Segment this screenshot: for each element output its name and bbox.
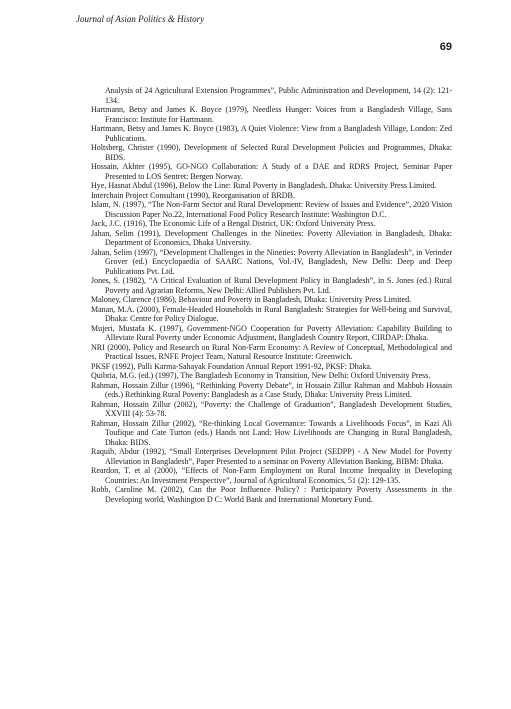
reference-entry: Mujeri, Mustafa K. (1997), Government-NGO Cooperation for Poverty Alleviation: Capability Building to Alleviate Rural Poverty under Economic Adjustment, Bangladesh Country Report, CIRDAP: Dhaka. — [91, 323, 452, 342]
reference-entry: Robb, Caroline M. (2002), Can the Poor Influence Policy? : Participatory Poverty Assessments in the Developing world, Washington D C: World Bank and International Monetary Fund. — [91, 485, 452, 504]
reference-entry: Maloney, Clarence (1986), Behaviour and Poverty in Bangladesh, Dhaka: University Press Limited. — [91, 295, 412, 304]
reference-entry: Hye, Hasnat Abdul (1996), Below the Line: Rural Poverty in Bangladesh, Dhaka: University Press Limited. — [91, 181, 437, 190]
reference-entry: Hossain, Akhter (1995), GO-NGO Collaboration: A Study of a DAE and RDRS Project, Seminar Paper Presented to LOS Sentret: Bergen Norway. — [91, 162, 452, 181]
page-number: 69 — [439, 41, 452, 53]
reference-entry: Reardon, T. et al (2000), “Effects of Non-Farm Employment on Rural Income Inequality in Developing Countries: An Investment Perspective”, Journal of Agricultural Economics, 51 (2): 129-135. — [91, 466, 452, 485]
reference-entry: Rahman, Hossain Zillur (2002), “Re-thinking Local Governance: Towards a Livelihoods Focus”, in Kazi Ali Toufique and Cate Turton (eds.) Hands not Land: How Livelihoods are Changing in Rural Bangladesh, Dhaka: BIDS. — [91, 418, 452, 447]
reference-entry: Rahman, Hossain Zillur (1996), “Rethinking Poverty Debate”, in Hossain Zillur Rahman and Mahbub Hossain (eds.) Rethinking Rural Poverty: Bangladesh as a Case Study, Dhaka: University Press Limited. — [91, 380, 452, 399]
reference-entry: Rahman, Hossain Zillur (2002), “Poverty: the Challenge of Graduation”, Bangladesh Development Studies, XXVIII (4): 53-78. — [91, 399, 452, 418]
reference-entry: NRI (2000), Policy and Research on Rural Non-Farm Economy: A Review of Conceptual, Methodological and Practical Issues, RNFE Project Team, Natural Resource Institute: Greenwich. — [91, 342, 452, 361]
reference-entry: Holtsberg, Christer (1990), Development of Selected Rural Development Policies and Programmes, Dhaka: BIDS. — [91, 143, 452, 162]
reference-list — [91, 86, 452, 504]
reference-entry: Jahan, Selim (1997), “Development Challenges in the Nineties: Poverty Alleviation in Bangladesh”, in Verinder Grover (ed.) Encyclopaedia of SAARC Nations, Vol.-IV, Bangladesh, New Delhi: Deep and Deep Publications Pvt. Ltd. — [91, 247, 452, 276]
reference-entry: Analysis of 24 Agricultural Extension Programmes”, Public Administration and Development, 14 (2): 121-134. — [105, 86, 452, 105]
reference-entry: Jack, J.C. (1916), The Economic Life of a Bengal District, UK: Oxford University Press. — [91, 219, 376, 228]
reference-entry: Jones, S. (1982), “A Critical Evaluation of Rural Development Policy in Bangladesh”, in S. Jones (ed.) Rural Poverty and Agrarian Reforms, New Delhi: Allied Publishers Pvt. Ltd. — [91, 276, 452, 295]
reference-entry: Islam, N. (1997), “The Non-Farm Sector and Rural Development: Review of Issues and Evidence”, 2020 Vision Discussion Paper No.22, International Food Policy Research Institute: Washington D.C. — [91, 200, 452, 219]
reference-entry: Quibria, M.G. (ed.) (1997), The Bangladesh Economy in Transition, New Delhi: Oxford University Press. — [91, 371, 431, 380]
reference-entry: Hartmann, Betsy and James K. Boyce (1979), Needless Hunger: Voices from a Bangladesh Village, Sans Francisco: Institute for Hartmann. — [91, 105, 452, 124]
reference-entry: Hartmann, Betsy and James K. Boyce (1983), A Quiet Violence: View from a Bangladesh Village, London: Zed Publications. — [91, 124, 452, 143]
reference-entry: Raquib, Abdur (1992), “Small Enterprises Development Pilot Project (SEDPP) - A New Model for Poverty Alleviation in Bangladesh”, Paper Presented to a seminar on Poverty Alleviation Banking, BIBM: Dhaka. — [91, 447, 452, 466]
reference-entry: PKSF (1992), Palli Karma-Sahayak Foundation Annual Report 1991-92, PKSF: Dhaka. — [91, 361, 372, 371]
running-header-journal-title: Journal of Asian Politics & History — [76, 14, 205, 24]
reference-entry: Manan, M.A. (2000), Female-Headed Households in Rural Bangladesh: Strategies for Well-being and Survival, Dhaka: Centre for Policy Dialogue. — [91, 304, 452, 323]
reference-entry: Interchain Project Consultant (1990), Reorganisation of BRDB. — [91, 190, 295, 200]
reference-entry: Jahan, Selim (1991), Development Challenges in the Nineties: Poverty Alleviation in Bangladesh, Dhaka: Department of Economics, Dhaka University. — [91, 228, 452, 247]
